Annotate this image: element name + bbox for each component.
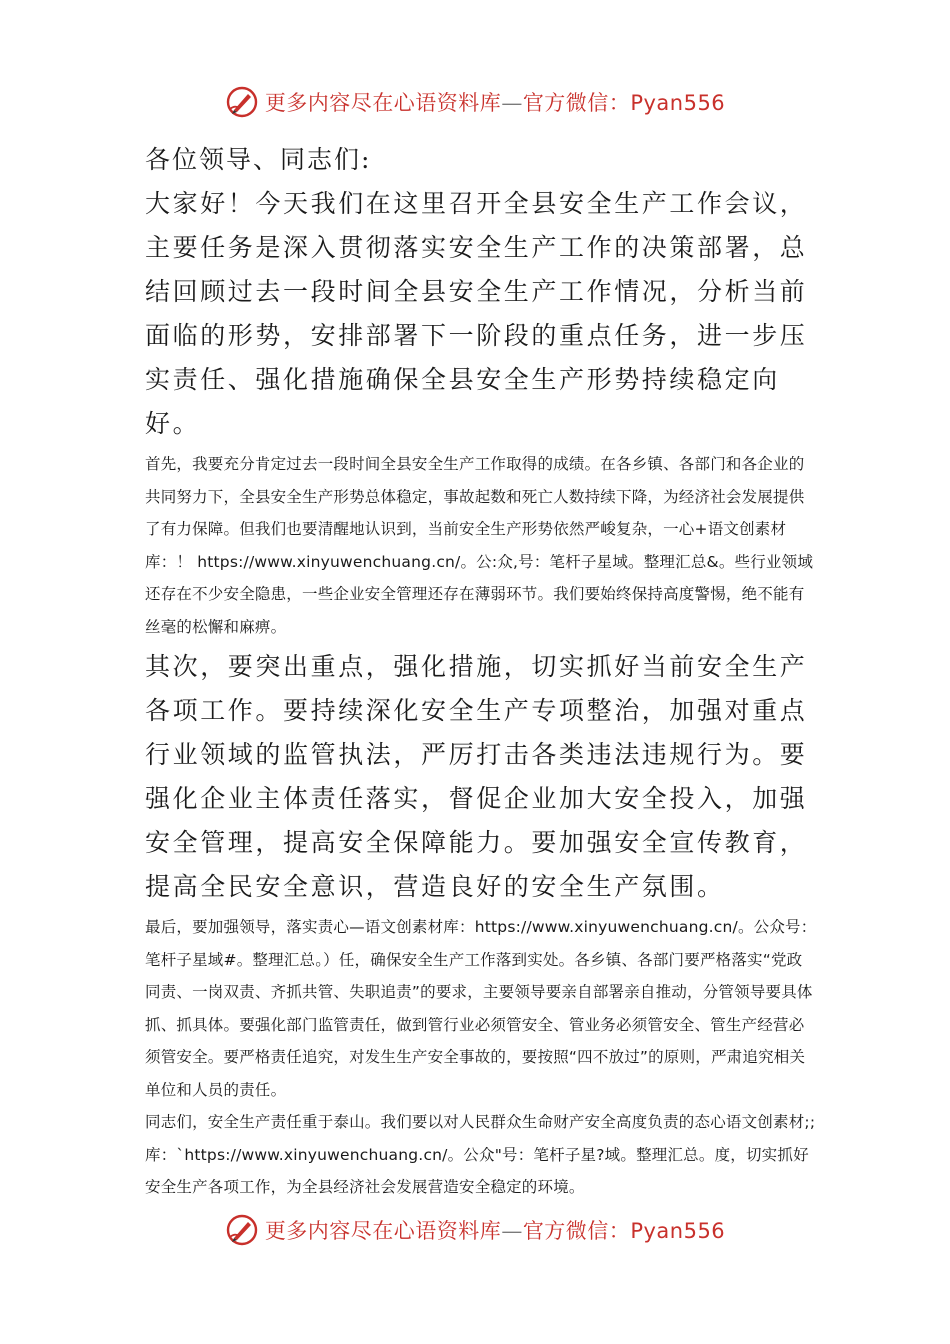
banner-site-name: 更多内容尽在心语资料库 bbox=[264, 1219, 502, 1243]
pen-circle-logo-icon bbox=[225, 1213, 259, 1247]
banner-dash: — bbox=[501, 91, 523, 115]
paragraph-last: 最后，要加强领导，落实责心—语文创素材库：https://www.xinyuwenchuang.cn/。公众号：笔杆子星域#。整理汇总。）任，确保安全生产工作落到实处。各乡镇、各部门要严格落实“党政同责、一岗双责、齐抓共管、失职追责”的要求，主要领导要亲自部署亲自推动，分管领导要具体抓、抓具体。要强化部门监管责任，做到管行业必须管安全、管业务必须管安全、管生产经营必须管安全。要严格责任追究，对发生生产安全事故的，要按照“四不放过”的原则，严肃追究相关单位和人员的责任。 bbox=[145, 918, 817, 1099]
banner-dash: — bbox=[501, 1219, 523, 1243]
footer-banner bbox=[0, 1210, 950, 1250]
banner-official-wechat: 官方微信： bbox=[522, 91, 631, 115]
pen-circle-logo-icon bbox=[225, 85, 259, 119]
paragraph-opening: 大家好！今天我们在这里召开全县安全生产工作会议，主要任务是深入贯彻落实安全生产工作的决策部署，总结回顾过去一段时间全县安全生产工作情况，分析当前面临的形势，安排部署下一阶段的重点任务，进一步压实责任、强化措施确保全县安全生产形势持续稳定向好。 bbox=[145, 189, 808, 438]
banner-wechat-id: Pyan556 bbox=[630, 91, 726, 115]
header-banner bbox=[0, 82, 950, 122]
banner-official-wechat: 官方微信： bbox=[522, 1219, 631, 1243]
salutation: 各位领导、同志们: bbox=[145, 145, 372, 174]
banner-text bbox=[265, 87, 725, 117]
paragraph-first: 首先，我要充分肯定过去一段时间全县安全生产工作取得的成绩。在各乡镇、各部门和各企业的共同努力下，全县安全生产形势总体稳定，事故起数和死亡人数持续下降，为经济社会发展提供了有力保障。但我们也要清醒地认识到，当前安全生产形势依然严峻复杂，一心+语文创素材库：！ https://www.xinyuwenchuang.cn/。公:众,号：笔杆子星域。整理汇总&。些行业领域还存在不少安全隐患，一些企业安全管理还存在薄弱环节。我们要始终保持高度警惕，绝不能有丝毫的松懈和麻痹。 bbox=[145, 455, 814, 636]
banner-site-name: 更多内容尽在心语资料库 bbox=[264, 91, 502, 115]
document-body bbox=[145, 138, 817, 1204]
banner-text bbox=[265, 1215, 725, 1245]
paragraph-second: 其次，要突出重点，强化措施，切实抓好当前安全生产各项工作。要持续深化安全生产专项整治，加强对重点行业领域的监管执法，严厉打击各类违法违规行为。要强化企业主体责任落实，督促企业加大安全投入，加强安全管理，提高安全保障能力。要加强安全宣传教育，提高全民安全意识，营造良好的安全生产氛围。 bbox=[145, 652, 808, 901]
paragraph-closing: 同志们，安全生产责任重于泰山。我们要以对人民群众生命财产安全高度负责的态心语文创素材;;库：`https://www.xinyuwenchuang.cn/。公众"号：笔杆子星?域。整理汇总。度，切实抓好安全生产各项工作，为全县经济社会发展营造安全稳定的环境。 bbox=[145, 1113, 816, 1196]
banner-wechat-id: Pyan556 bbox=[630, 1219, 726, 1243]
